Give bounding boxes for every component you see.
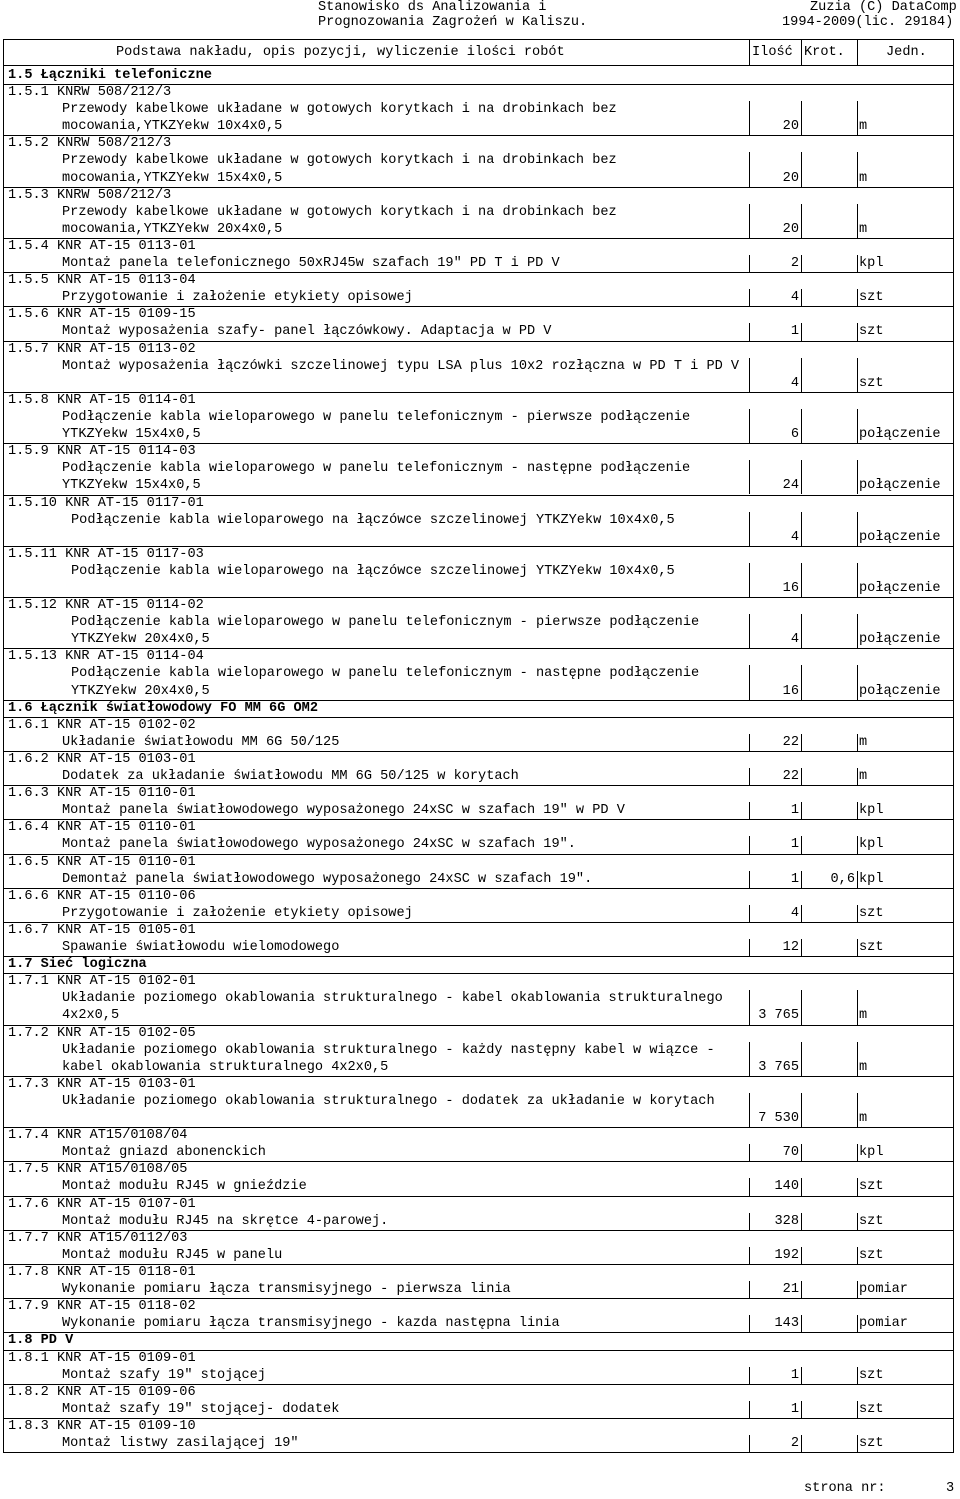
item-unit: m xyxy=(859,1008,868,1024)
column-divider xyxy=(749,1213,750,1230)
table-row xyxy=(4,597,953,648)
item-description: Podłączenie kabla wieloparowego na łączówce szczelinowej YTKZYekw 10x4x0,5 xyxy=(71,563,675,579)
table-row xyxy=(4,1264,953,1298)
item-description: Montaż listwy zasilającej 19" xyxy=(62,1435,299,1451)
item-unit: m xyxy=(859,769,868,785)
table-row xyxy=(4,1350,953,1384)
page-footer xyxy=(804,1481,955,1496)
item-description: Przewody kabelkowe układane w gotowych korytkach i na drobinkach bez mocowania,YTKZYekw 20x4x0,5 xyxy=(62,204,625,237)
section-title: 1.6 Łącznik światłowodowy FO MM 6G OM2 xyxy=(8,700,318,716)
item-description: Montaż panela światłowodowego wyposażonego 24xSC w szafach 19". xyxy=(62,837,576,853)
table-row xyxy=(4,1076,953,1127)
column-divider xyxy=(749,512,750,546)
column-divider xyxy=(749,255,750,272)
table-row xyxy=(4,1127,953,1161)
item-description: Przewody kabelkowe układane w gotowych korytkach i na drobinkach bez mocowania,YTKZYekw 15x4x0,5 xyxy=(62,153,625,186)
item-unit: połączenie xyxy=(859,580,941,596)
item-code: 1.5.13 KNR AT-15 0114-04 xyxy=(8,649,204,665)
item-unit: połączenie xyxy=(859,529,941,545)
column-divider xyxy=(749,665,750,699)
table-row xyxy=(4,819,953,853)
item-code: 1.7.8 KNR AT-15 0118-01 xyxy=(8,1265,196,1280)
row-divider xyxy=(4,1452,953,1453)
table-row xyxy=(4,392,953,443)
column-divider xyxy=(749,1042,750,1076)
column-divider xyxy=(801,768,802,785)
item-code: 1.5.9 KNR AT-15 0114-03 xyxy=(8,444,196,460)
table-row xyxy=(4,1230,953,1264)
table-row xyxy=(4,922,953,956)
header-divider xyxy=(4,65,953,66)
table-row xyxy=(4,1025,953,1076)
item-quantity: 16 xyxy=(782,580,799,596)
column-divider xyxy=(801,1367,802,1384)
item-code: 1.5.6 KNR AT-15 0109-15 xyxy=(8,307,196,323)
item-quantity: 4 xyxy=(790,905,799,921)
item-unit: m xyxy=(859,1111,868,1127)
item-code: 1.6.5 KNR AT-15 0110-01 xyxy=(8,854,196,870)
item-unit: pomiar xyxy=(859,1316,908,1332)
column-divider xyxy=(749,1144,750,1161)
table-row xyxy=(4,1196,953,1230)
item-description: Podłączenie kabla wieloparowego w panelu telefonicznym - pierwsze podłączenie YTKZYekw 20x4x0,5 xyxy=(71,615,708,648)
item-code: 1.5.5 KNR AT-15 0113-04 xyxy=(8,273,196,289)
item-quantity: 4 xyxy=(790,529,799,545)
item-code: 1.6.6 KNR AT-15 0110-06 xyxy=(8,888,196,904)
item-unit: pomiar xyxy=(859,1282,908,1298)
item-code: 1.8.2 KNR AT-15 0109-06 xyxy=(8,1384,196,1400)
item-unit: m xyxy=(859,221,868,237)
item-unit: m xyxy=(859,734,868,750)
column-header-multiplier: Krot. xyxy=(804,45,845,60)
item-code: 1.7.1 KNR AT-15 0102-01 xyxy=(8,974,196,990)
item-description: Montaż szafy 19" stojącej xyxy=(62,1367,266,1383)
item-quantity: 4 xyxy=(790,632,799,648)
section-title: 1.7 Sieć logiczna xyxy=(8,957,147,973)
column-divider xyxy=(801,1315,802,1332)
item-quantity: 24 xyxy=(782,478,799,494)
table-row xyxy=(4,854,953,888)
item-unit: m xyxy=(859,119,868,135)
column-divider xyxy=(857,614,858,648)
column-divider xyxy=(749,990,750,1024)
table-row xyxy=(4,1418,953,1452)
item-code: 1.5.1 KNRW 508/212/3 xyxy=(8,85,172,101)
column-divider xyxy=(801,1144,802,1161)
column-divider xyxy=(857,1401,858,1418)
column-divider xyxy=(749,871,750,888)
item-unit: szt xyxy=(859,1247,884,1263)
item-quantity: 328 xyxy=(774,1213,799,1229)
item-quantity: 6 xyxy=(790,427,799,443)
column-divider xyxy=(801,665,802,699)
item-quantity: 1 xyxy=(790,871,799,887)
item-code: 1.7.9 KNR AT-15 0118-02 xyxy=(8,1299,196,1315)
page-number-label: strona nr: xyxy=(804,1481,886,1496)
table-row xyxy=(4,306,953,340)
table-row xyxy=(4,84,953,135)
column-divider xyxy=(749,289,750,306)
item-code: 1.5.3 KNRW 508/212/3 xyxy=(8,187,172,203)
item-quantity: 1 xyxy=(790,803,799,819)
table-row xyxy=(4,1298,953,1332)
section-heading xyxy=(4,700,953,717)
column-divider xyxy=(857,939,858,956)
item-description: Montaż wyposażenia szafy- panel łączówkowy. Adaptacja w PD V xyxy=(62,324,552,340)
header-org-line1: Stanowisko ds Analizowania i xyxy=(318,0,547,15)
column-divider xyxy=(749,563,750,597)
item-unit: połączenie xyxy=(859,478,941,494)
item-quantity: 20 xyxy=(782,221,799,237)
item-description: Montaż gniazd abonenckich xyxy=(62,1145,266,1161)
column-divider xyxy=(857,871,858,888)
column-divider xyxy=(801,1435,802,1452)
column-divider xyxy=(749,1315,750,1332)
column-divider xyxy=(749,905,750,922)
item-unit: kpl xyxy=(859,1145,884,1161)
item-description: Montaż modułu RJ45 w gnieździe xyxy=(62,1179,307,1195)
item-unit: szt xyxy=(859,290,884,306)
header-software-line1: Zuzia (C) DataComp xyxy=(810,0,957,15)
item-quantity: 3 765 xyxy=(758,1008,799,1024)
table-row xyxy=(4,443,953,494)
column-divider xyxy=(857,409,858,443)
column-divider xyxy=(857,1178,858,1195)
column-divider xyxy=(857,990,858,1024)
column-divider xyxy=(857,836,858,853)
column-divider xyxy=(801,1093,802,1127)
column-divider xyxy=(801,152,802,186)
item-code: 1.5.7 KNR AT-15 0113-02 xyxy=(8,341,196,357)
column-divider xyxy=(801,323,802,340)
item-description: Montaż panela światłowodowego wyposażonego 24xSC w szafach 19" w PD V xyxy=(62,803,625,819)
column-divider xyxy=(801,905,802,922)
column-divider xyxy=(857,665,858,699)
item-unit: kpl xyxy=(859,871,884,887)
column-divider xyxy=(749,1281,750,1298)
item-description: Montaż modułu RJ45 na skrętce 4-parowej. xyxy=(62,1213,389,1229)
item-unit: połączenie xyxy=(859,427,941,443)
item-quantity: 1 xyxy=(790,324,799,340)
item-quantity: 16 xyxy=(782,683,799,699)
item-unit: szt xyxy=(859,324,884,340)
item-quantity: 20 xyxy=(782,170,799,186)
item-description: Montaż panela telefonicznego 50xRJ45w szafach 19" PD T i PD V xyxy=(62,256,560,272)
column-divider xyxy=(749,734,750,751)
item-unit: połączenie xyxy=(859,683,941,699)
column-divider xyxy=(857,1213,858,1230)
header-software-line2: 1994-2009(lic. 29184) xyxy=(782,15,954,30)
column-divider xyxy=(749,460,750,494)
item-quantity: 2 xyxy=(790,1435,799,1451)
item-description: Dodatek za układanie światłowodu MM 6G 50/125 w korytach xyxy=(62,769,519,785)
item-unit: szt xyxy=(859,1213,884,1229)
item-quantity: 22 xyxy=(782,769,799,785)
item-code: 1.8.1 KNR AT-15 0109-01 xyxy=(8,1350,196,1366)
item-code: 1.8.3 KNR AT-15 0109-10 xyxy=(8,1418,196,1434)
column-divider xyxy=(801,255,802,272)
column-divider xyxy=(801,40,802,65)
column-divider xyxy=(749,204,750,238)
column-divider xyxy=(857,768,858,785)
item-description: Podłączenie kabla wieloparowego w panelu telefonicznym - następne podłączenie YTKZYekw 20x4x0,5 xyxy=(71,666,708,699)
item-unit: połączenie xyxy=(859,632,941,648)
column-divider xyxy=(857,152,858,186)
item-code: 1.6.4 KNR AT-15 0110-01 xyxy=(8,820,196,836)
item-code: 1.7.7 KNR AT15/0112/03 xyxy=(8,1230,188,1246)
column-divider xyxy=(801,1213,802,1230)
column-divider xyxy=(857,40,858,65)
item-code: 1.6.7 KNR AT-15 0105-01 xyxy=(8,923,196,938)
item-quantity: 192 xyxy=(774,1247,799,1263)
column-divider xyxy=(801,1042,802,1076)
item-unit: szt xyxy=(859,1401,884,1417)
column-divider xyxy=(749,152,750,186)
item-code: 1.7.6 KNR AT-15 0107-01 xyxy=(8,1196,196,1212)
item-description: Montaż szafy 19" stojącej- dodatek xyxy=(62,1401,340,1417)
section-heading xyxy=(4,67,953,84)
column-header-unit: Jedn. xyxy=(886,45,927,60)
column-divider xyxy=(857,905,858,922)
item-code: 1.7.3 KNR AT-15 0103-01 xyxy=(8,1076,196,1092)
column-divider xyxy=(749,1401,750,1418)
column-divider xyxy=(749,802,750,819)
column-divider xyxy=(857,1367,858,1384)
column-divider xyxy=(857,1315,858,1332)
column-divider xyxy=(749,101,750,135)
estimate-table xyxy=(3,39,954,1453)
section-title: 1.8 PD V xyxy=(8,1333,74,1349)
page-number: 3 xyxy=(946,1481,955,1496)
column-divider xyxy=(801,1401,802,1418)
item-quantity: 1 xyxy=(790,1401,799,1417)
column-divider xyxy=(801,289,802,306)
item-multiplier: 0,6 xyxy=(830,871,855,887)
item-quantity: 143 xyxy=(774,1316,799,1332)
column-divider xyxy=(801,802,802,819)
table-row xyxy=(4,888,953,922)
item-unit: szt xyxy=(859,940,884,956)
item-code: 1.5.10 KNR AT-15 0117-01 xyxy=(8,495,204,511)
table-row xyxy=(4,717,953,751)
column-divider xyxy=(857,1144,858,1161)
item-code: 1.7.5 KNR AT15/0108/05 xyxy=(8,1162,188,1178)
item-unit: kpl xyxy=(859,256,884,272)
item-description: Spawanie światłowodu wielomodowego xyxy=(62,940,340,956)
column-divider xyxy=(857,289,858,306)
item-unit: m xyxy=(859,170,868,186)
item-quantity: 12 xyxy=(782,940,799,956)
item-quantity: 70 xyxy=(782,1145,799,1161)
item-description: Przygotowanie i założenie etykiety opisowej xyxy=(62,290,413,306)
column-divider xyxy=(857,1247,858,1264)
item-quantity: 4 xyxy=(790,375,799,391)
table-row xyxy=(4,238,953,272)
column-divider xyxy=(801,1247,802,1264)
column-divider xyxy=(801,512,802,546)
column-divider xyxy=(857,1093,858,1127)
item-description: Przygotowanie i założenie etykiety opisowej xyxy=(62,905,413,921)
column-divider xyxy=(857,101,858,135)
item-code: 1.6.1 KNR AT-15 0102-02 xyxy=(8,717,196,733)
column-divider xyxy=(857,563,858,597)
item-code: 1.6.2 KNR AT-15 0103-01 xyxy=(8,752,196,767)
column-divider xyxy=(801,101,802,135)
column-divider xyxy=(801,939,802,956)
item-quantity: 140 xyxy=(774,1179,799,1195)
item-code: 1.5.4 KNR AT-15 0113-01 xyxy=(8,239,196,254)
item-quantity: 7 530 xyxy=(758,1111,799,1127)
item-unit: m xyxy=(859,1059,868,1075)
item-code: 1.5.11 KNR AT-15 0117-03 xyxy=(8,546,204,562)
table-row xyxy=(4,135,953,186)
item-description: Przewody kabelkowe układane w gotowych korytkach i na drobinkach bez mocowania,YTKZYekw 10x4x0,5 xyxy=(62,102,625,135)
item-unit: kpl xyxy=(859,803,884,819)
column-divider xyxy=(857,323,858,340)
item-quantity: 3 765 xyxy=(758,1059,799,1075)
column-divider xyxy=(749,836,750,853)
item-quantity: 1 xyxy=(790,1367,799,1383)
column-divider xyxy=(857,255,858,272)
column-divider xyxy=(749,358,750,392)
item-code: 1.5.8 KNR AT-15 0114-01 xyxy=(8,392,196,408)
item-quantity: 4 xyxy=(790,290,799,306)
table-row xyxy=(4,187,953,238)
column-divider xyxy=(749,939,750,956)
column-divider xyxy=(857,1281,858,1298)
table-row xyxy=(4,973,953,1024)
column-divider xyxy=(801,409,802,443)
column-divider xyxy=(749,1435,750,1452)
item-code: 1.5.12 KNR AT-15 0114-02 xyxy=(8,598,204,614)
column-divider xyxy=(749,1367,750,1384)
item-unit: szt xyxy=(859,375,884,391)
column-divider xyxy=(749,768,750,785)
table-row xyxy=(4,648,953,699)
item-description: Podłączenie kabla wieloparowego w panelu telefonicznym - pierwsze podłączenie YTKZYekw 15x4x0,5 xyxy=(62,409,699,443)
item-quantity: 22 xyxy=(782,734,799,750)
item-code: 1.6.3 KNR AT-15 0110-01 xyxy=(8,786,196,802)
item-description: Wykonanie pomiaru łącza transmisyjnego - kazda następna linia xyxy=(62,1316,560,1332)
section-title: 1.5 Łączniki telefoniczne xyxy=(8,68,212,83)
item-description: Podłączenie kabla wieloparowego na łączówce szczelinowej YTKZYekw 10x4x0,5 xyxy=(71,512,675,528)
column-divider xyxy=(749,1178,750,1195)
column-divider xyxy=(857,802,858,819)
column-divider xyxy=(749,1093,750,1127)
column-divider xyxy=(857,734,858,751)
table-row xyxy=(4,272,953,306)
item-description: Montaż wyposażenia łączówki szczelinowej typu LSA plus 10x2 rozłączna w PD T i PD V xyxy=(62,358,740,374)
column-header-quantity: Ilość xyxy=(752,45,793,60)
column-divider xyxy=(801,734,802,751)
column-divider xyxy=(801,1281,802,1298)
column-divider xyxy=(801,614,802,648)
column-divider xyxy=(801,990,802,1024)
table-row xyxy=(4,751,953,785)
column-divider xyxy=(801,563,802,597)
item-quantity: 21 xyxy=(782,1282,799,1298)
item-description: Układanie poziomego okablowania strukturalnego - kabel okablowania strukturalnego 4x2x0,5 xyxy=(62,991,731,1024)
item-unit: szt xyxy=(859,1435,884,1451)
item-unit: szt xyxy=(859,1367,884,1383)
item-description: Układanie poziomego okablowania strukturalnego - każdy następny kabel w wiązce - kabel okablowania strukturalnego 4x2x0,5 xyxy=(62,1042,723,1075)
column-divider xyxy=(801,460,802,494)
item-description: Wykonanie pomiaru łącza transmisyjnego - pierwsza linia xyxy=(62,1282,511,1298)
table-row xyxy=(4,1161,953,1195)
item-description: Demontaż panela światłowodowego wyposażonego 24xSC w szafach 19". xyxy=(62,871,593,887)
column-divider xyxy=(857,460,858,494)
column-divider xyxy=(749,614,750,648)
column-divider xyxy=(801,358,802,392)
column-divider xyxy=(801,204,802,238)
item-code: 1.5.2 KNRW 508/212/3 xyxy=(8,136,172,152)
item-description: Montaż modułu RJ45 w panelu xyxy=(62,1247,283,1263)
header-org-line2: Prognozowania Zagrożeń w Kaliszu. xyxy=(318,15,588,30)
item-unit: szt xyxy=(859,1179,884,1195)
table-row xyxy=(4,785,953,819)
item-code: 1.7.2 KNR AT-15 0102-05 xyxy=(8,1025,196,1041)
column-header-description: Podstawa nakładu, opis pozycji, wyliczenie ilości robót xyxy=(116,45,565,60)
item-description: Układanie światłowodu MM 6G 50/125 xyxy=(62,734,340,750)
item-description: Układanie poziomego okablowania strukturalnego - dodatek za układanie w korytach xyxy=(62,1093,715,1109)
column-divider xyxy=(801,836,802,853)
column-divider xyxy=(749,409,750,443)
table-row xyxy=(4,546,953,597)
item-quantity: 20 xyxy=(782,119,799,135)
column-divider xyxy=(801,1178,802,1195)
item-unit: szt xyxy=(859,905,884,921)
column-divider xyxy=(857,1435,858,1452)
section-heading xyxy=(4,956,953,973)
column-divider xyxy=(857,358,858,392)
item-quantity: 1 xyxy=(790,837,799,853)
item-quantity: 2 xyxy=(790,256,799,272)
column-divider xyxy=(857,1042,858,1076)
section-heading xyxy=(4,1332,953,1349)
column-divider xyxy=(857,204,858,238)
table-row xyxy=(4,341,953,392)
table-row xyxy=(4,495,953,546)
column-divider xyxy=(857,512,858,546)
column-divider xyxy=(801,871,802,888)
item-code: 1.7.4 KNR AT15/0108/04 xyxy=(8,1128,188,1144)
column-divider xyxy=(749,1247,750,1264)
column-divider xyxy=(749,40,750,65)
table-row xyxy=(4,1384,953,1418)
column-divider xyxy=(749,323,750,340)
item-unit: kpl xyxy=(859,837,884,853)
item-description: Podłączenie kabla wieloparowego w panelu telefonicznym - następne podłączenie YTKZYekw 15x4x0,5 xyxy=(62,461,699,494)
